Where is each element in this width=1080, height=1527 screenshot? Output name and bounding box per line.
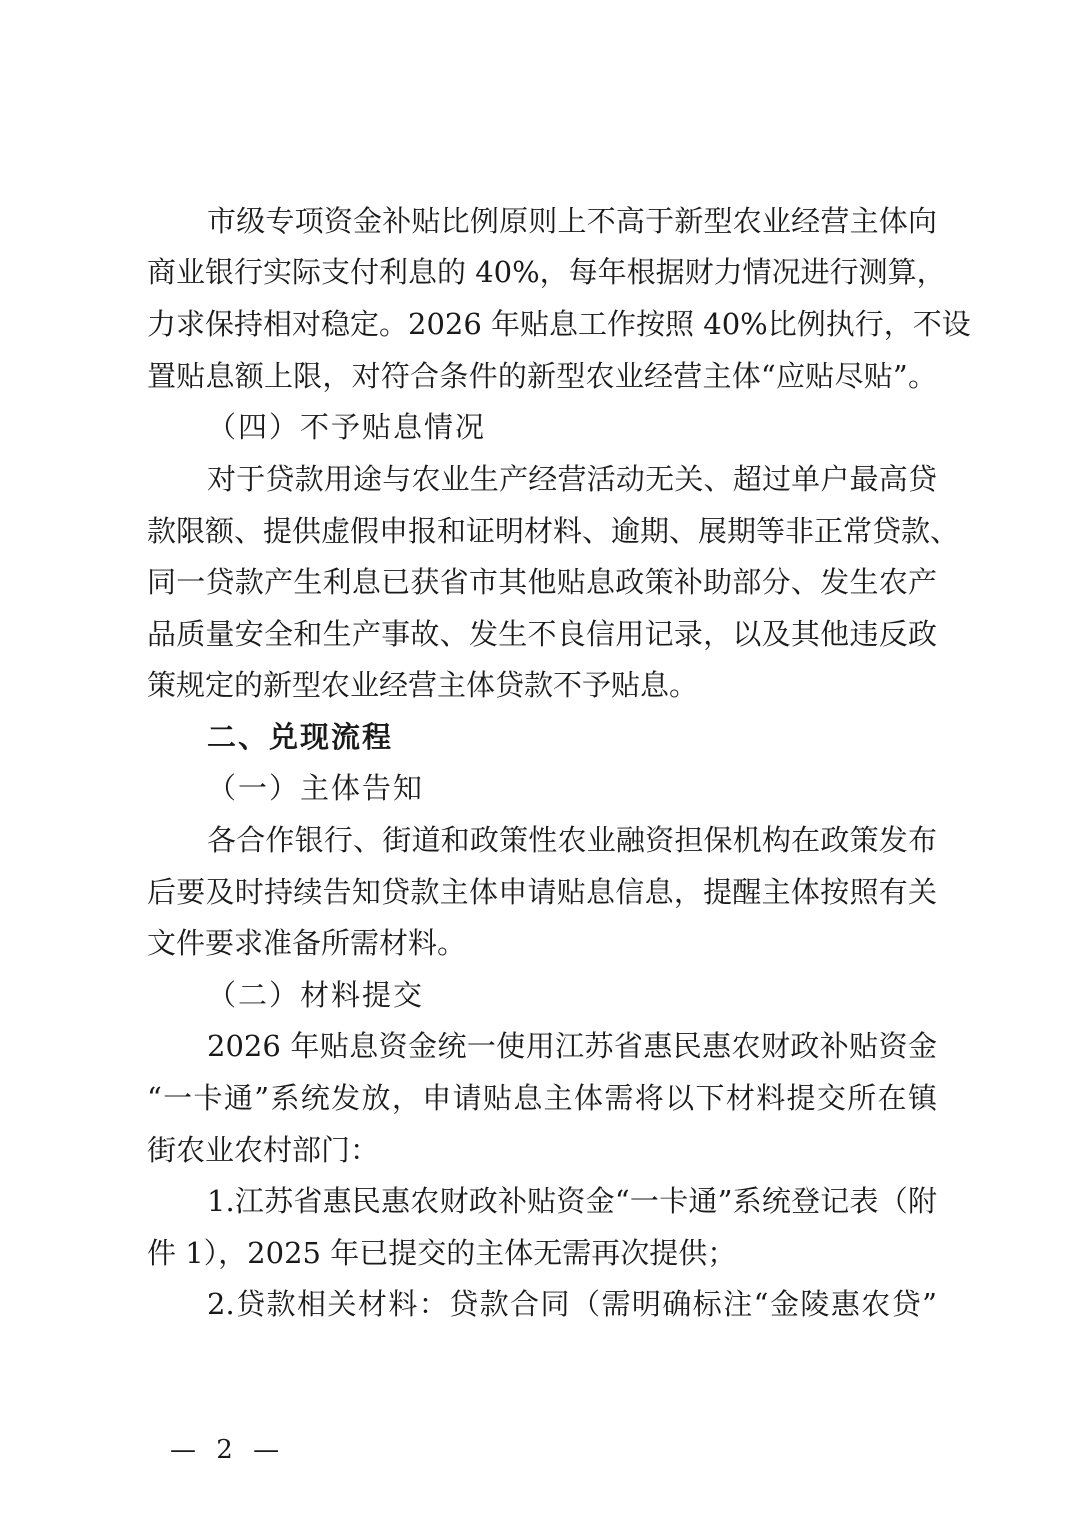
paragraph-line: 力求保持相对稳定。2026 年贴息工作按照 40%比例执行，不设 (147, 307, 971, 341)
paragraph-line: 商业银行实际支付利息的 40%，每年根据财力情况进行测算， (147, 255, 946, 289)
paragraph-line: 2026 年贴息资金统一使用江苏省惠民惠农财政补贴资金 (207, 1029, 937, 1063)
subsection-heading-2: （二）材料提交 (207, 978, 425, 1012)
subsection-heading-4: （四）不予贴息情况 (207, 410, 487, 444)
paragraph-line: 款限额、提供虚假申报和证明材料、逾期、展期等非正常贷款、 (147, 514, 960, 548)
paragraph-line: 2.贷款相关材料：贷款合同（需明确标注“金陵惠农贷” (207, 1287, 937, 1321)
paragraph-line: 后要及时持续告知贷款主体申请贴息信息，提醒主体按照有关 (147, 875, 937, 909)
paragraph-line: 同一贷款产生利息已获省市其他贴息政策补助部分、发生农产 (147, 565, 937, 599)
paragraph-line: 文件要求准备所需材料。 (147, 926, 467, 960)
paragraph-line: 对于贷款用途与农业生产经营活动无关、超过单户最高贷 (207, 462, 937, 496)
paragraph-line: 策规定的新型农业经营主体贷款不予贴息。 (147, 668, 699, 702)
paragraph-line: 街农业农村部门： (147, 1133, 380, 1167)
paragraph-line: 品质量安全和生产事故、发生不良信用记录，以及其他违反政 (147, 617, 937, 651)
paragraph-line: 1.江苏省惠民惠农财政补贴资金“一卡通”系统登记表（附 (207, 1184, 937, 1218)
paragraph-line: 市级专项资金补贴比例原则上不高于新型农业经营主体向 (207, 204, 937, 238)
section-heading-2: 二、兑现流程 (207, 720, 394, 754)
paragraph-line: 各合作银行、街道和政策性农业融资担保机构在政策发布 (207, 823, 937, 857)
paragraph-line: 件 1），2025 年已提交的主体无需再次提供； (147, 1236, 737, 1270)
paragraph-line: “一卡通”系统发放，申请贴息主体需将以下材料提交所在镇 (147, 1081, 937, 1115)
paragraph-line: 置贴息额上限，对符合条件的新型农业经营主体“应贴尽贴”。 (147, 359, 937, 393)
subsection-heading-1: （一）主体告知 (207, 771, 425, 805)
page-number: — 2 — (170, 1435, 286, 1465)
